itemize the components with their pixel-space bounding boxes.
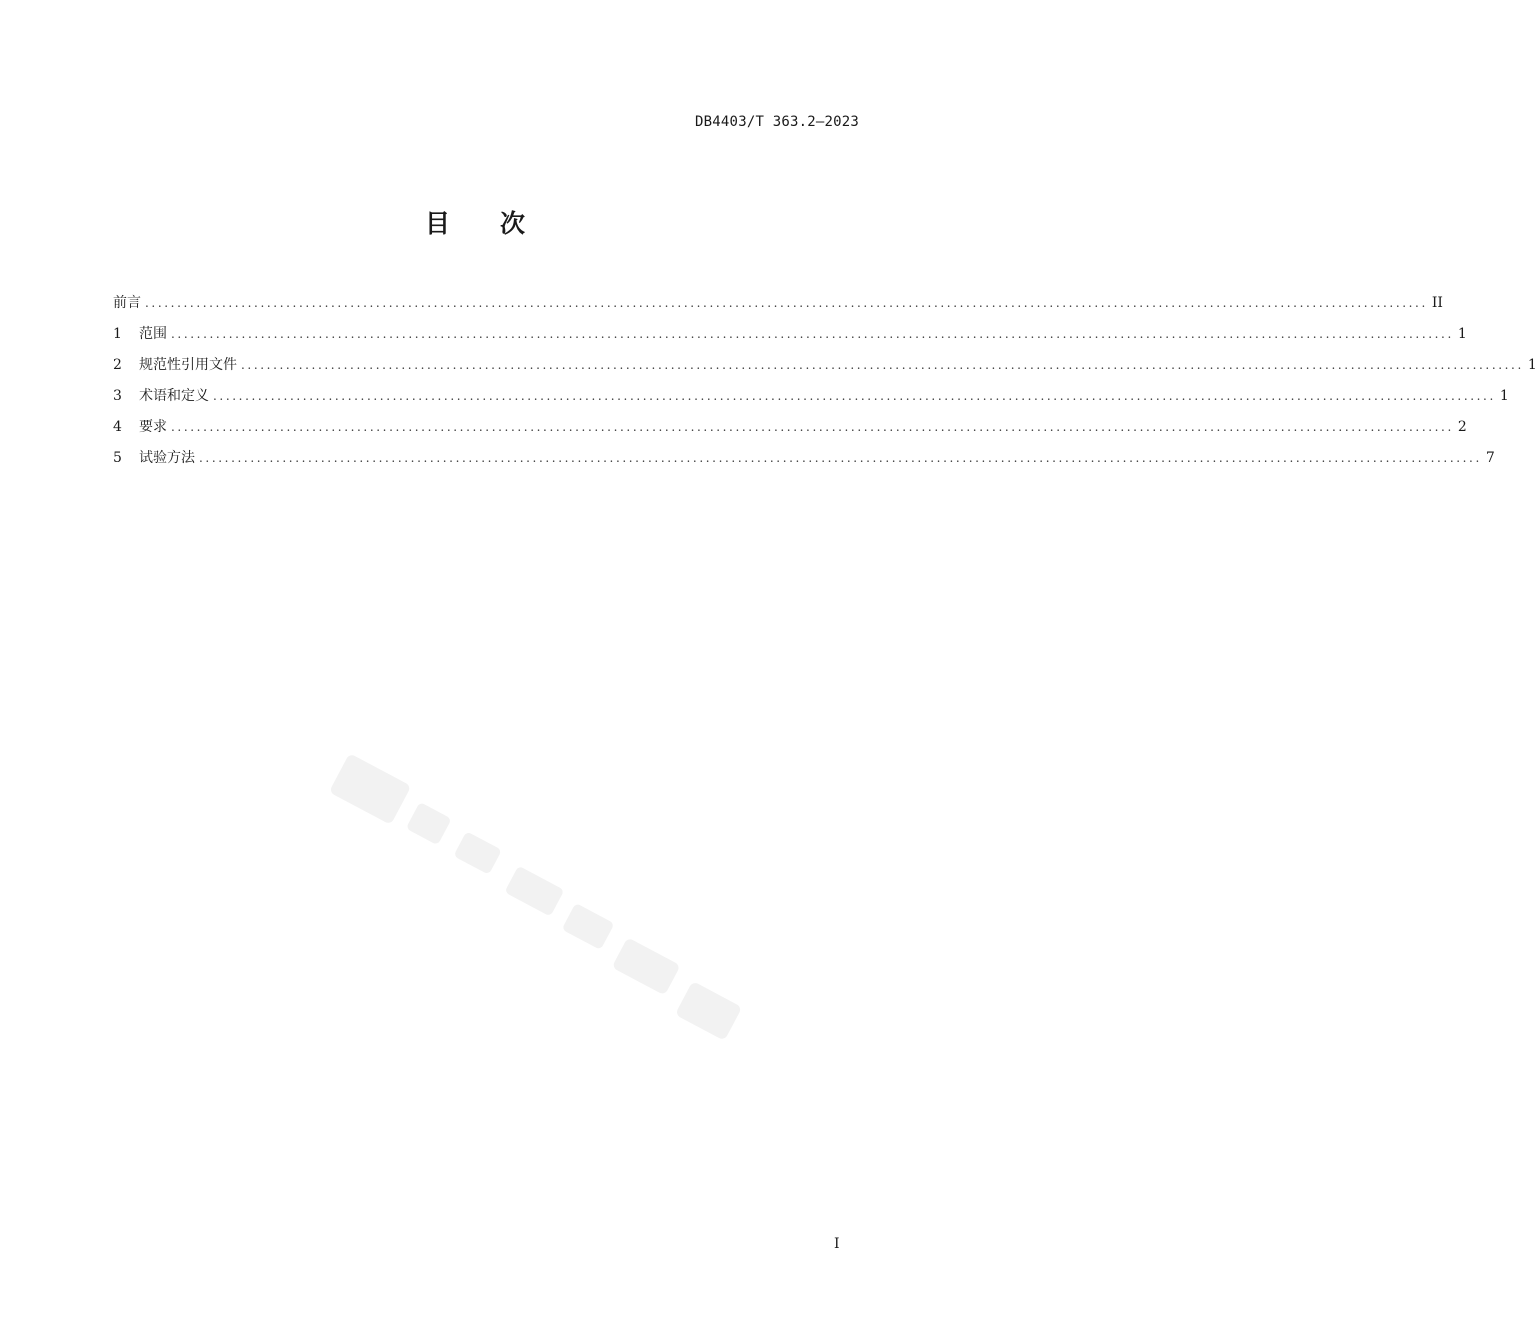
toc-leader-dots: ........................................................................................................................................................................................................: [171, 327, 1454, 341]
faint-watermark: [248, 800, 808, 1100]
toc-entry-number: 5: [113, 450, 122, 466]
toc-entry-page: 7: [1485, 450, 1495, 466]
toc-entry-page: 1: [1499, 388, 1509, 404]
page-number: I: [834, 1236, 840, 1252]
toc-leader-dots: ........................................................................................................................................................................................................: [213, 389, 1496, 403]
toc-leader-dots: ........................................................................................................................................................................................................: [241, 358, 1524, 372]
toc-title: [0, 204, 950, 240]
toc-entry-normative-references[interactable]: [113, 354, 1537, 385]
toc-entry-label: 要求: [139, 419, 167, 435]
toc-entry-number: 4: [113, 419, 122, 435]
toc-title-right: 次: [500, 209, 526, 238]
toc-entry-page: II: [1431, 295, 1443, 311]
toc-entry-number: 1: [113, 326, 122, 342]
toc-entry-page: 2: [1457, 419, 1467, 435]
toc-entry-page: 1: [1527, 357, 1537, 373]
table-of-contents: [113, 292, 1537, 478]
toc-entry-number: 3: [113, 388, 122, 404]
toc-leader-dots: ........................................................................................................................................................................................................: [199, 451, 1482, 465]
toc-title-left: 目: [424, 209, 450, 238]
toc-entry-foreword[interactable]: [113, 292, 1443, 323]
toc-entry-label: 前言: [113, 295, 141, 311]
toc-entry-label: 试验方法: [139, 450, 195, 466]
document-code: DB4403/T 363.2—2023: [695, 114, 859, 130]
toc-entry-number: 2: [113, 357, 122, 373]
toc-entry-label: 术语和定义: [139, 388, 209, 404]
toc-entry-label: 范围: [139, 326, 167, 342]
toc-entry-test-methods[interactable]: [113, 447, 1495, 478]
toc-entry-terms-definitions[interactable]: [113, 385, 1509, 416]
toc-entry-label: 规范性引用文件: [139, 357, 237, 373]
toc-entry-requirements[interactable]: [113, 416, 1467, 447]
toc-leader-dots: ........................................................................................................................................................................................................: [171, 420, 1454, 434]
toc-leader-dots: ........................................................................................................................................................................................................: [145, 296, 1428, 310]
toc-entry-page: 1: [1457, 326, 1467, 342]
toc-entry-scope[interactable]: [113, 323, 1467, 354]
